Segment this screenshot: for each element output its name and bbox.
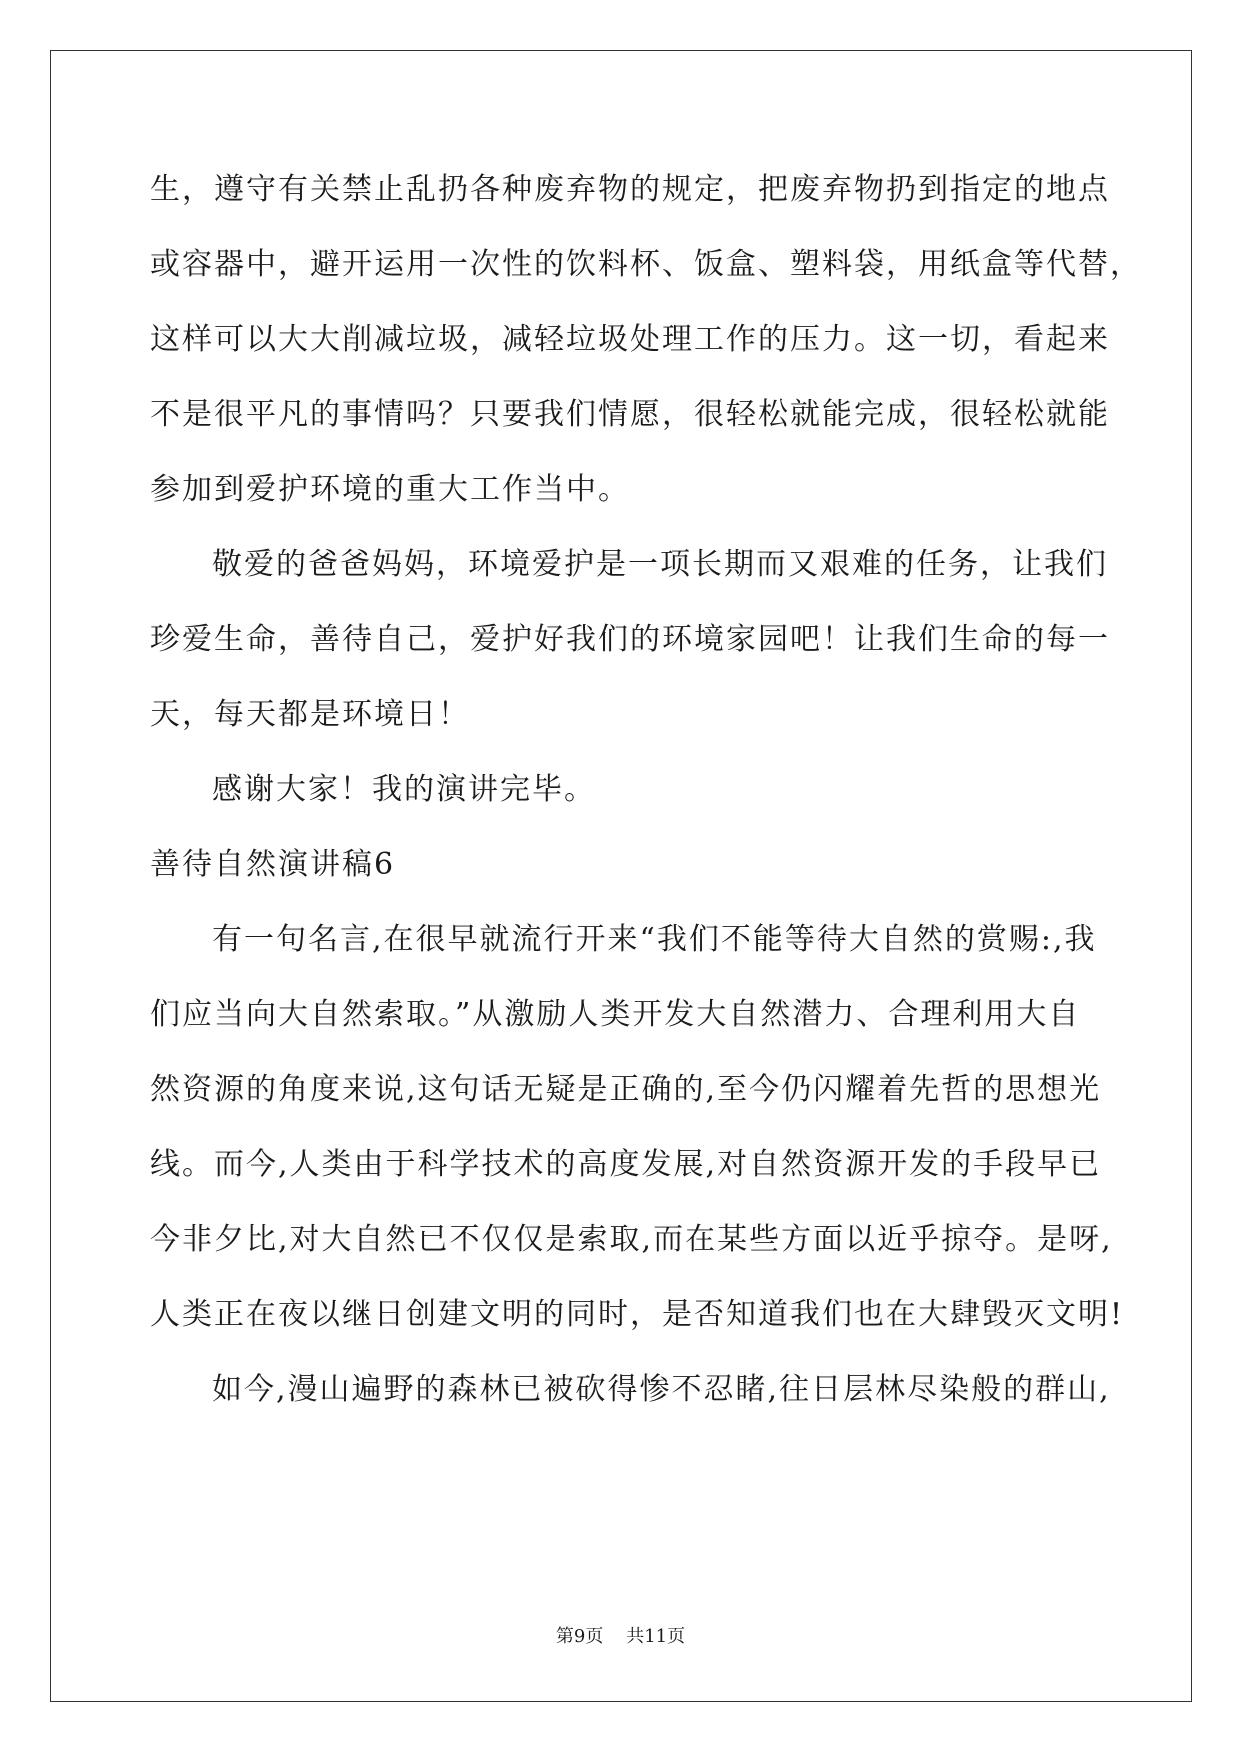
text-line: 天，每天都是环境日！ [150,697,470,732]
section-heading: 善待自然演讲稿6 [150,847,396,882]
text-line: 然资源的角度来说,这句话无疑是正确的,至今仍闪耀着先哲的思想光 [150,1072,1102,1107]
page-total: 共11页 [626,1626,686,1647]
text-line: 或容器中，避开运用一次性的饮料杯、饭盒、塑料袋，用纸盒等代替， [150,247,1142,282]
text-line: 线。而今,人类由于科学技术的高度发展,对自然资源开发的手段早已 [150,1147,1102,1182]
text-line: 人类正在夜以继日创建文明的同时，是否知道我们也在大肆毁灭文明! [150,1297,1125,1332]
text-line: 们应当向大自然索取。”从激励人类开发大自然潜力、合理利用大自 [150,997,1081,1032]
text-line: 珍爱生命，善待自己，爱护好我们的环境家园吧！让我们生命的每一 [150,622,1110,657]
text-line: 参加到爱护环境的重大工作当中。 [150,472,630,507]
page-number: 第9页 [555,1626,604,1647]
text-line: 感谢大家！我的演讲完毕。 [212,772,596,807]
text-line: 这样可以大大削减垃圾，减轻垃圾处理工作的压力。这一切，看起来 [150,322,1110,357]
text-line: 今非夕比,对大自然已不仅仅是索取,而在某些方面以近乎掠夺。是呀, [150,1222,1113,1257]
text-line: 生，遵守有关禁止乱扔各种废弃物的规定，把废弃物扔到指定的地点 [150,172,1110,207]
text-line: 如今,漫山遍野的森林已被砍得惨不忍睹,往日层林尽染般的群山, [212,1372,1111,1407]
text-line: 敬爱的爸爸妈妈，环境爱护是一项长期而又艰难的任务，让我们 [212,547,1108,582]
text-line: 有一句名言,在很早就流行开来“我们不能等待大自然的赏赐:,我 [212,922,1097,957]
text-line: 不是很平凡的事情吗？只要我们情愿，很轻松就能完成，很轻松就能 [150,397,1110,432]
page-footer [0,1625,1241,1649]
